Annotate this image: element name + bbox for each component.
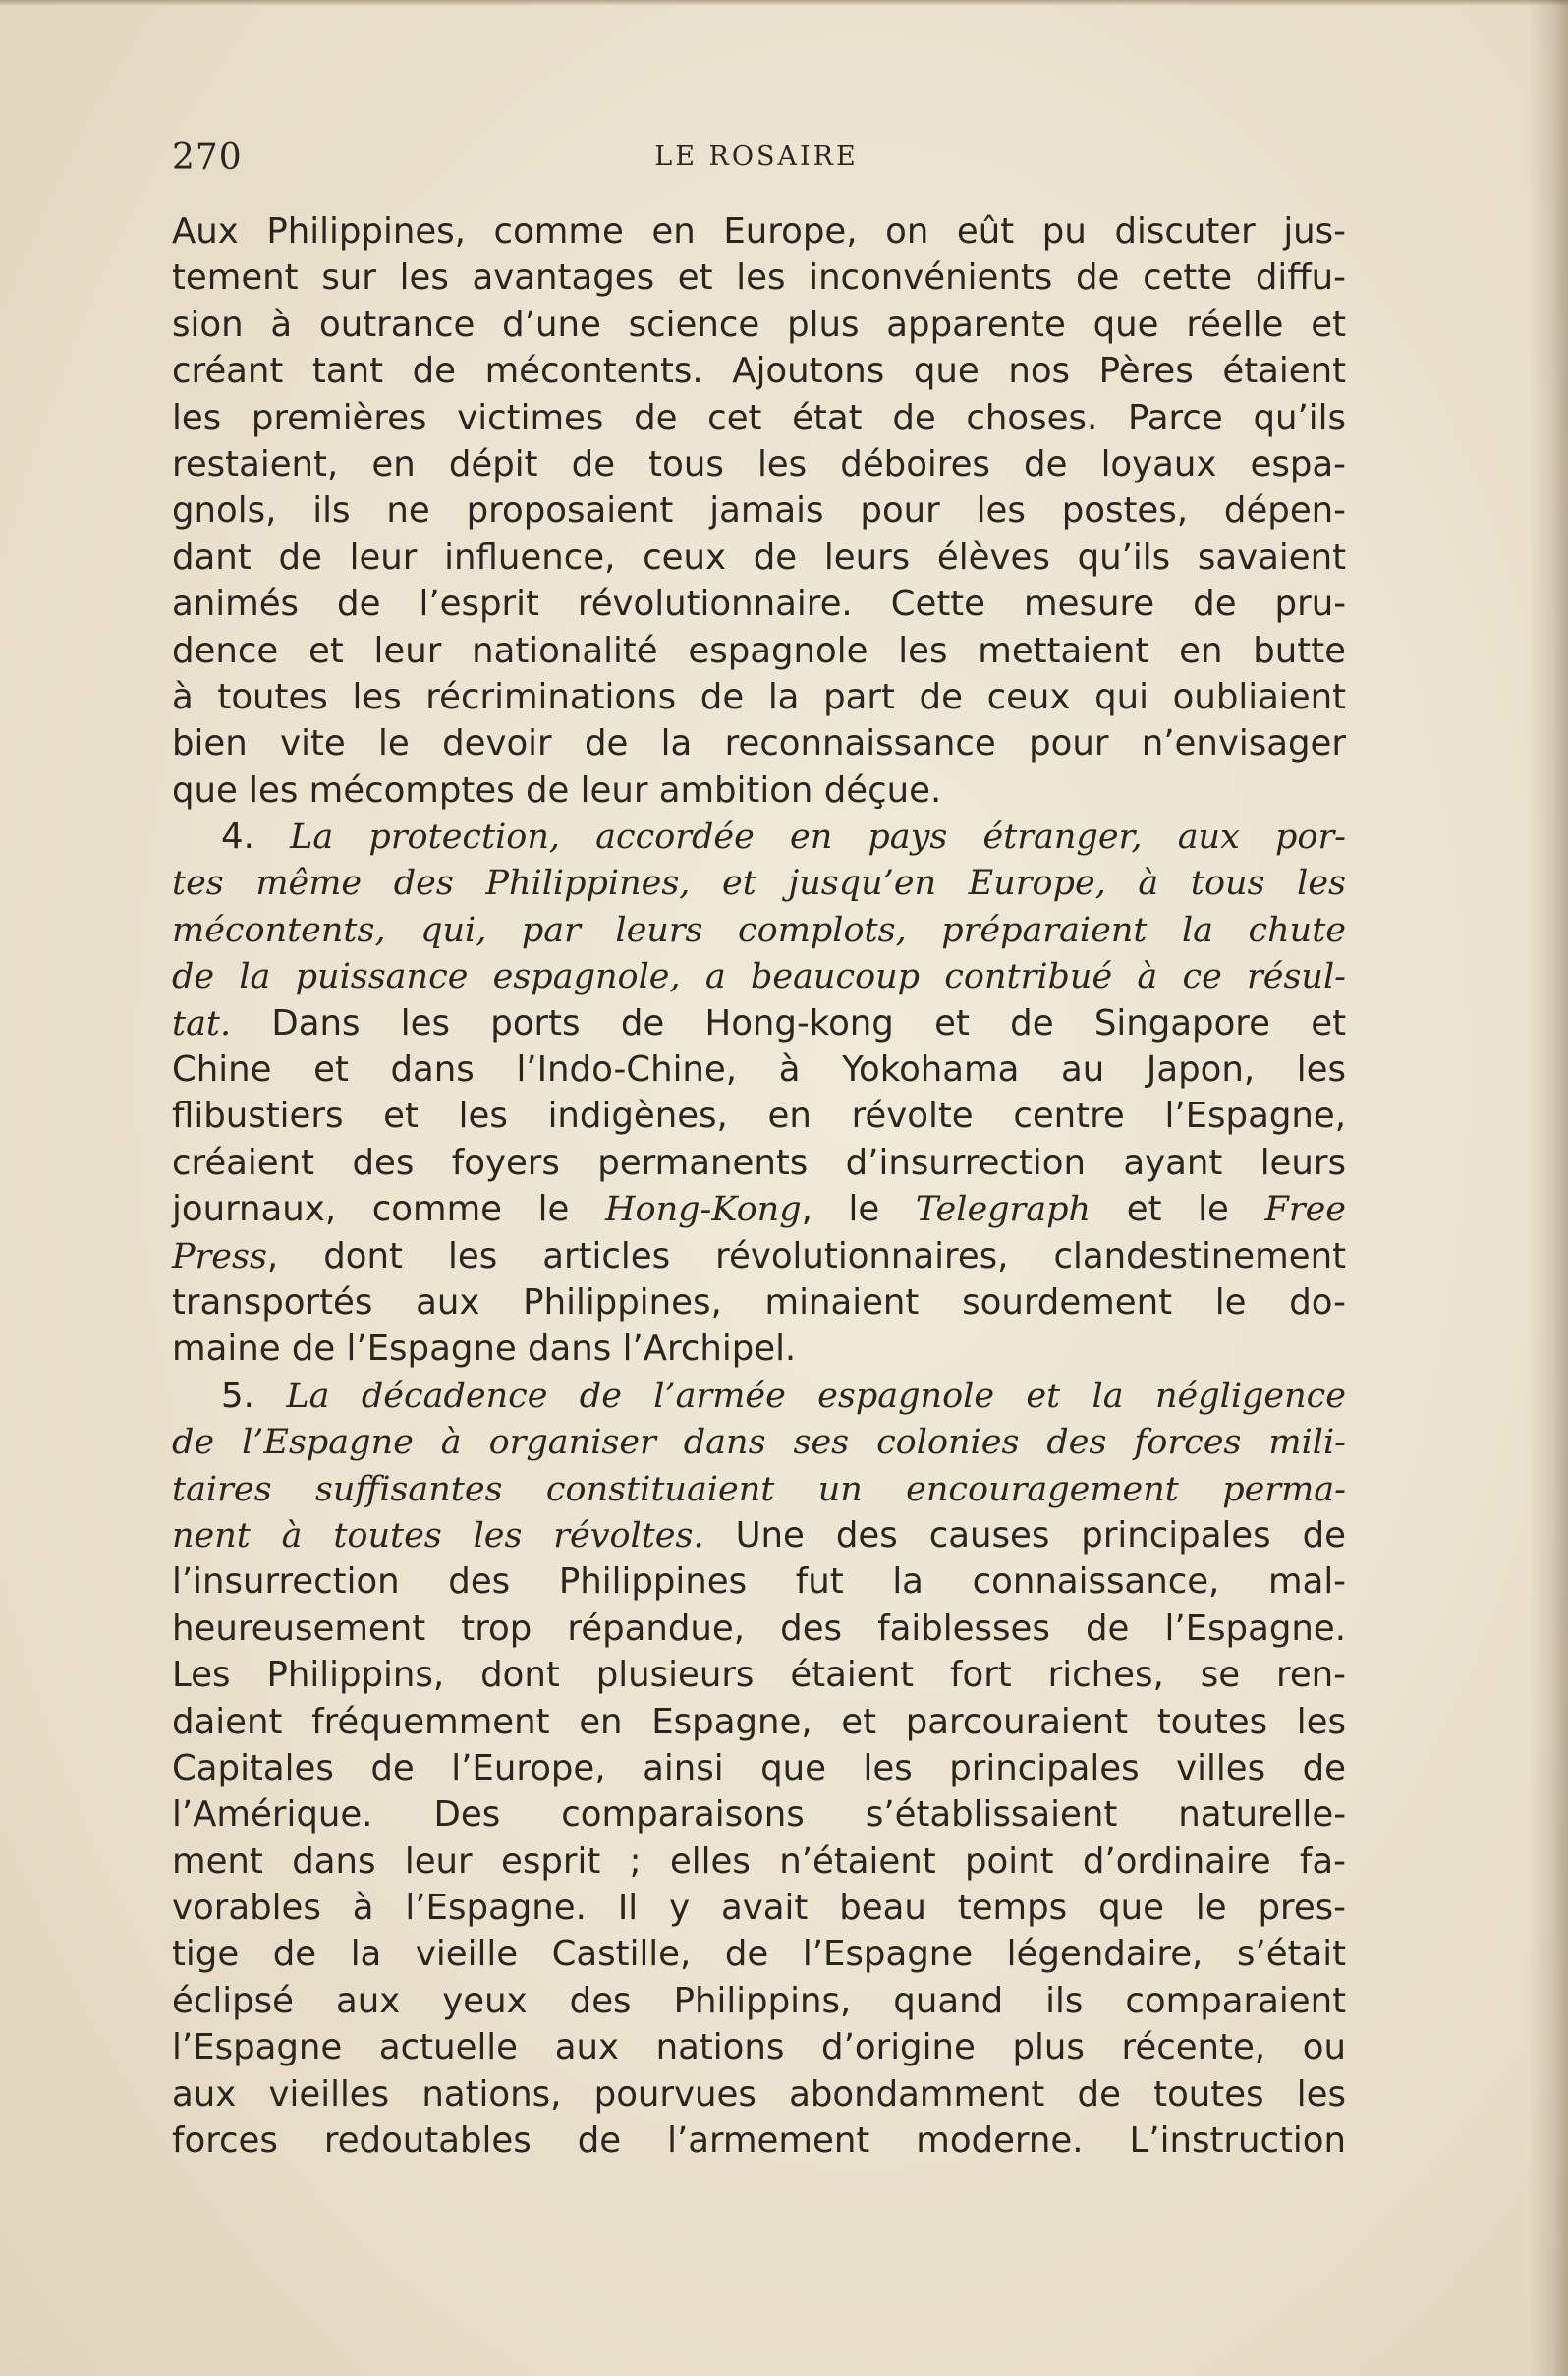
text-line bbox=[172, 814, 1346, 860]
text-line bbox=[172, 1978, 1346, 2024]
text-segment: vorables à l’Espagne. Il y avait beau temps que le pres- bbox=[172, 1888, 1346, 1929]
text-segment: tige de la vieille Castille, de l’Espagne légendaire, s’était bbox=[172, 1934, 1346, 1975]
italic-text: taires suffisantes constituaient un encouragement perma- bbox=[172, 1469, 1346, 1509]
text-segment: maine de l’Espagne dans l’Archipel. bbox=[172, 1329, 797, 1370]
page-right-edge bbox=[1529, 0, 1568, 2376]
text-segment: Les Philippins, dont plusieurs étaient fort riches, se ren- bbox=[172, 1655, 1346, 1696]
text-segment: créant tant de mécontents. Ajoutons que nos Pères étaient bbox=[172, 351, 1346, 392]
text-line bbox=[172, 2071, 1346, 2118]
italic-text: Press bbox=[172, 1236, 267, 1276]
text-segment: 4. bbox=[221, 817, 291, 858]
text-segment: bien vite le devoir de la reconnaissance pour n’envisager bbox=[172, 723, 1346, 764]
text-segment: créaient des foyers permanents d’insurrection ayant leurs bbox=[172, 1142, 1346, 1183]
text-line bbox=[172, 767, 1346, 814]
italic-text: La protection, accordée en pays étranger, aux por- bbox=[290, 818, 1347, 858]
text-line bbox=[172, 720, 1346, 766]
text-line bbox=[172, 1140, 1346, 1186]
page-top-edge bbox=[0, 0, 1568, 6]
text-segment: Aux Philippines, comme en Europe, on eût pu discuter jus- bbox=[172, 211, 1346, 252]
italic-text: mécontents, qui, par leurs complots, préparaient la chute bbox=[172, 910, 1346, 950]
text-line bbox=[172, 2118, 1346, 2164]
text-segment: Capitales de l’Europe, ainsi que les principales villes de bbox=[172, 1747, 1346, 1788]
text-line bbox=[172, 1558, 1346, 1605]
text-line bbox=[172, 535, 1346, 581]
text-line bbox=[172, 1885, 1346, 1931]
text-segment: les premières victimes de cet état de choses. Parce qu’ils bbox=[172, 397, 1346, 438]
text-line bbox=[172, 441, 1346, 487]
text-line bbox=[172, 302, 1346, 348]
italic-text: de la puissance espagnole, a beaucoup contribué à ce résul- bbox=[172, 957, 1346, 997]
journal-title: LE ROSAIRE bbox=[654, 141, 859, 172]
text-line bbox=[172, 1606, 1346, 1652]
text-segment: sion à outrance d’une science plus apparente que réelle et bbox=[172, 304, 1346, 345]
text-segment: à toutes les récriminations de la part de ceux qui oubliaient bbox=[172, 676, 1346, 717]
italic-text: Telegraph bbox=[915, 1190, 1092, 1230]
text-segment: et le bbox=[1091, 1189, 1265, 1230]
text-segment: gnols, ils ne proposaient jamais pour les postes, dépen- bbox=[172, 490, 1346, 532]
italic-text: La décadence de l’armée espagnole et la négligence bbox=[286, 1376, 1347, 1416]
text-segment: Chine et dans l’Indo-Chine, à Yokohama au Japon, les bbox=[172, 1049, 1346, 1091]
text-line bbox=[172, 674, 1346, 720]
text-segment: forces redoutables de l’armement moderne. L’instruction bbox=[172, 2121, 1346, 2162]
text-segment: animés de l’esprit révolutionnaire. Cette mesure de pru- bbox=[172, 584, 1346, 625]
text-line bbox=[172, 1512, 1346, 1558]
text-line bbox=[172, 1931, 1346, 1977]
text-segment: l’Amérique. Des comparaisons s’établissaient naturelle- bbox=[172, 1794, 1346, 1836]
text-line bbox=[172, 2024, 1346, 2070]
italic-text: Free bbox=[1264, 1190, 1346, 1230]
text-segment: l’insurrection des Philippines fut la connaissance, mal- bbox=[172, 1561, 1346, 1603]
text-segment: , le bbox=[801, 1189, 916, 1230]
text-segment: transportés aux Philippines, minaient sourdement le do- bbox=[172, 1281, 1346, 1323]
text-segment: journaux, comme le bbox=[172, 1189, 606, 1230]
italic-text: de l’Espagne à organiser dans ses colonies des forces mili- bbox=[172, 1423, 1346, 1463]
italic-text: nent à toutes les révoltes. bbox=[172, 1515, 704, 1556]
page-number: 270 bbox=[172, 138, 243, 178]
italic-text: tat. bbox=[172, 1003, 232, 1044]
text-segment: restaient, en dépit de tous les déboires de loyaux espa- bbox=[172, 443, 1346, 484]
text-line bbox=[172, 1186, 1346, 1232]
text-line bbox=[172, 1093, 1346, 1139]
body-text bbox=[172, 208, 1346, 2164]
text-line bbox=[172, 907, 1346, 953]
text-segment: daient fréquemment en Espagne, et parcouraient toutes les bbox=[172, 1701, 1346, 1742]
text-line bbox=[172, 860, 1346, 906]
text-line bbox=[172, 1233, 1346, 1279]
text-line bbox=[172, 1279, 1346, 1326]
text-line bbox=[172, 581, 1346, 627]
text-line bbox=[172, 1745, 1346, 1791]
text-segment: tement sur les avantages et les inconvénients de cette diffu- bbox=[172, 257, 1346, 299]
text-line bbox=[172, 1419, 1346, 1465]
text-line bbox=[172, 953, 1346, 999]
text-segment: éclipsé aux yeux des Philippins, quand ils comparaient bbox=[172, 1980, 1346, 2021]
text-segment: 5. bbox=[221, 1375, 287, 1416]
text-line bbox=[172, 1839, 1346, 1885]
text-line bbox=[172, 208, 1346, 255]
running-head bbox=[172, 138, 1341, 177]
text-line bbox=[172, 1000, 1346, 1047]
text-segment: Dans les ports de Hong-kong et de Singapore et bbox=[231, 1002, 1346, 1044]
text-segment: dant de leur influence, ceux de leurs élèves qu’ils savaient bbox=[172, 537, 1346, 578]
text-segment: l’Espagne actuelle aux nations d’origine plus récente, ou bbox=[172, 2027, 1346, 2068]
text-line bbox=[172, 628, 1346, 674]
italic-text: Hong-Kong bbox=[605, 1190, 802, 1230]
text-segment: aux vieilles nations, pourvues abondamment de toutes les bbox=[172, 2073, 1346, 2115]
text-segment: que les mécomptes de leur ambition déçue. bbox=[172, 769, 942, 811]
text-line bbox=[172, 1373, 1346, 1419]
text-line bbox=[172, 348, 1346, 394]
text-segment: Une des causes principales de bbox=[703, 1514, 1346, 1556]
text-line bbox=[172, 1699, 1346, 1745]
text-line bbox=[172, 255, 1346, 301]
text-line bbox=[172, 1326, 1346, 1372]
text-segment: , dont les articles révolutionnaires, clandestinement bbox=[266, 1235, 1346, 1276]
text-segment: ment dans leur esprit ; elles n’étaient point d’ordinaire fa- bbox=[172, 1840, 1346, 1882]
text-segment: dence et leur nationalité espagnole les mettaient en butte bbox=[172, 630, 1346, 671]
text-line bbox=[172, 1652, 1346, 1698]
text-segment: flibustiers et les indigènes, en révolte centre l’Espagne, bbox=[172, 1096, 1346, 1137]
text-line bbox=[172, 487, 1346, 534]
text-line bbox=[172, 1791, 1346, 1838]
italic-text: tes même des Philippines, et jusqu’en Europe, à tous les bbox=[172, 864, 1346, 904]
text-segment: heureusement trop répandue, des faiblesses de l’Espagne. bbox=[172, 1608, 1346, 1649]
text-line bbox=[172, 1466, 1346, 1512]
text-line bbox=[172, 1047, 1346, 1093]
text-line bbox=[172, 395, 1346, 441]
